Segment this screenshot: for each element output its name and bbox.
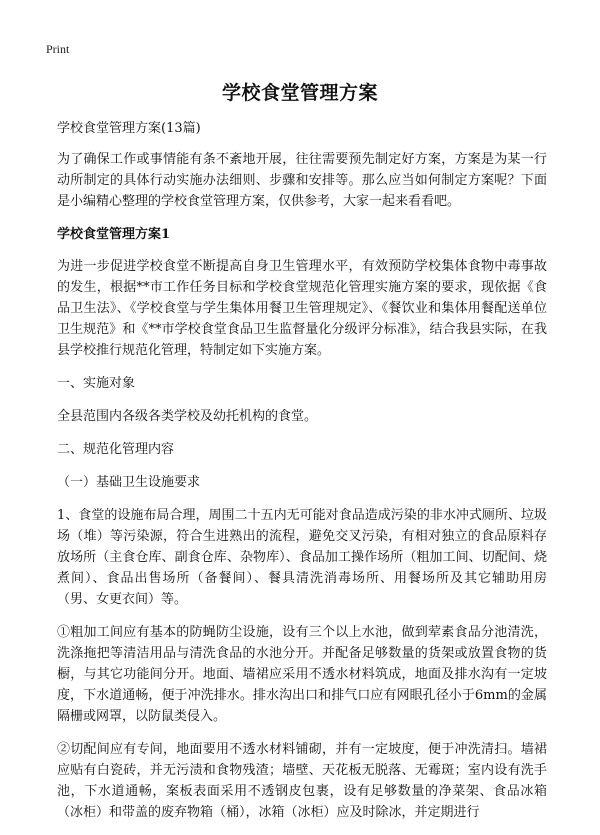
document-body (57, 118, 547, 835)
document-subtitle: 学校食堂管理方案(13篇) (57, 121, 201, 136)
facilities-paragraph-3: ②切配间应有专间，地面要用不透水材料铺砌，并有一定坡度，便于冲洗清扫。墙裙应贴有白瓷砖，并无污渍和食物残渣；墙壁、天花板无脱落、无霉斑；室内设有洗手池，下水道通畅，案板表面采用不透钢皮包裹，设有足够数量的净菜架、食品冰箱（冰柜）和带盖的废弃物箱（桶），冰箱（冰柜）应及时除冰，并定期进行 (57, 742, 547, 820)
implementation-target-paragraph: 全县范围内各级各类学校及幼托机构的食堂。 (57, 409, 318, 424)
facilities-paragraph-1: 1、食堂的设施布局合理，周围二十五内无可能对食品造成污染的非水冲式厕所、垃圾场（堆）等污染源，符合生进熟出的流程，避免交叉污染，有相对独立的食品原料存放场所（主食仓库、副食仓库、杂物库）、食品加工操作场所（粗加工间、切配间、烧煮间）、食品出售场所（备餐间）、餐具清洗消毒场所、用餐场所及其它辅助用房（男、女更衣间）等。 (57, 508, 547, 607)
section1-paragraph: 为进一步促进学校食堂不断提高自身卫生管理水平，有效预防学校集体食物中毒事故的发生，根据**市工作任务目标和学校食堂规范化管理实施方案的要求，现依据《食品卫生法》、《学校食堂与学生集体用餐卫生管理规定》、《餐饮业和集体用餐配送单位卫生规范》和《**市学校食堂食品卫生监督量化分级评分标准》，结合我县实际，在我县学校推行规范化管理，特制定如下实施方案。 (57, 259, 547, 358)
page-title: 学校食堂管理方案 (221, 82, 378, 104)
heading-management-content: 二、规范化管理内容 (57, 442, 175, 457)
heading-implementation-target: 一、实施对象 (57, 376, 136, 391)
print-link[interactable]: Print (46, 42, 70, 56)
intro-paragraph: 为了确保工作或事情能有条不紊地开展，往往需要预先制定好方案，方案是为某一行动所制定的具体行动实施办法细则、步骤和安排等。那么应当如何制定方案呢？下面是小编精心整理的学校食堂管理方案，仅供参考，大家一起来看看吧。 (57, 152, 547, 209)
section-heading-1: 学校食堂管理方案1 (57, 227, 171, 242)
facilities-paragraph-2: ①粗加工间应有基本的防蝇防尘设施，设有三个以上水池，做到荤素食品分池清洗，洗涤拖把等清洁用品与清洗食品的水池分开。并配备足够数量的货架或放置食物的货橱，与其它功能间分开。地面、墙裙应采用不透水材料筑成，地面及排水沟有一定坡度，下水道通畅，便于冲洗排水。排水沟出口和排气口应有网眼孔径小于6mm的金属隔栅或网罩，以防鼠类侵入。 (57, 625, 547, 724)
heading-basic-facilities: （一）基础卫生设施要求 (57, 475, 201, 490)
